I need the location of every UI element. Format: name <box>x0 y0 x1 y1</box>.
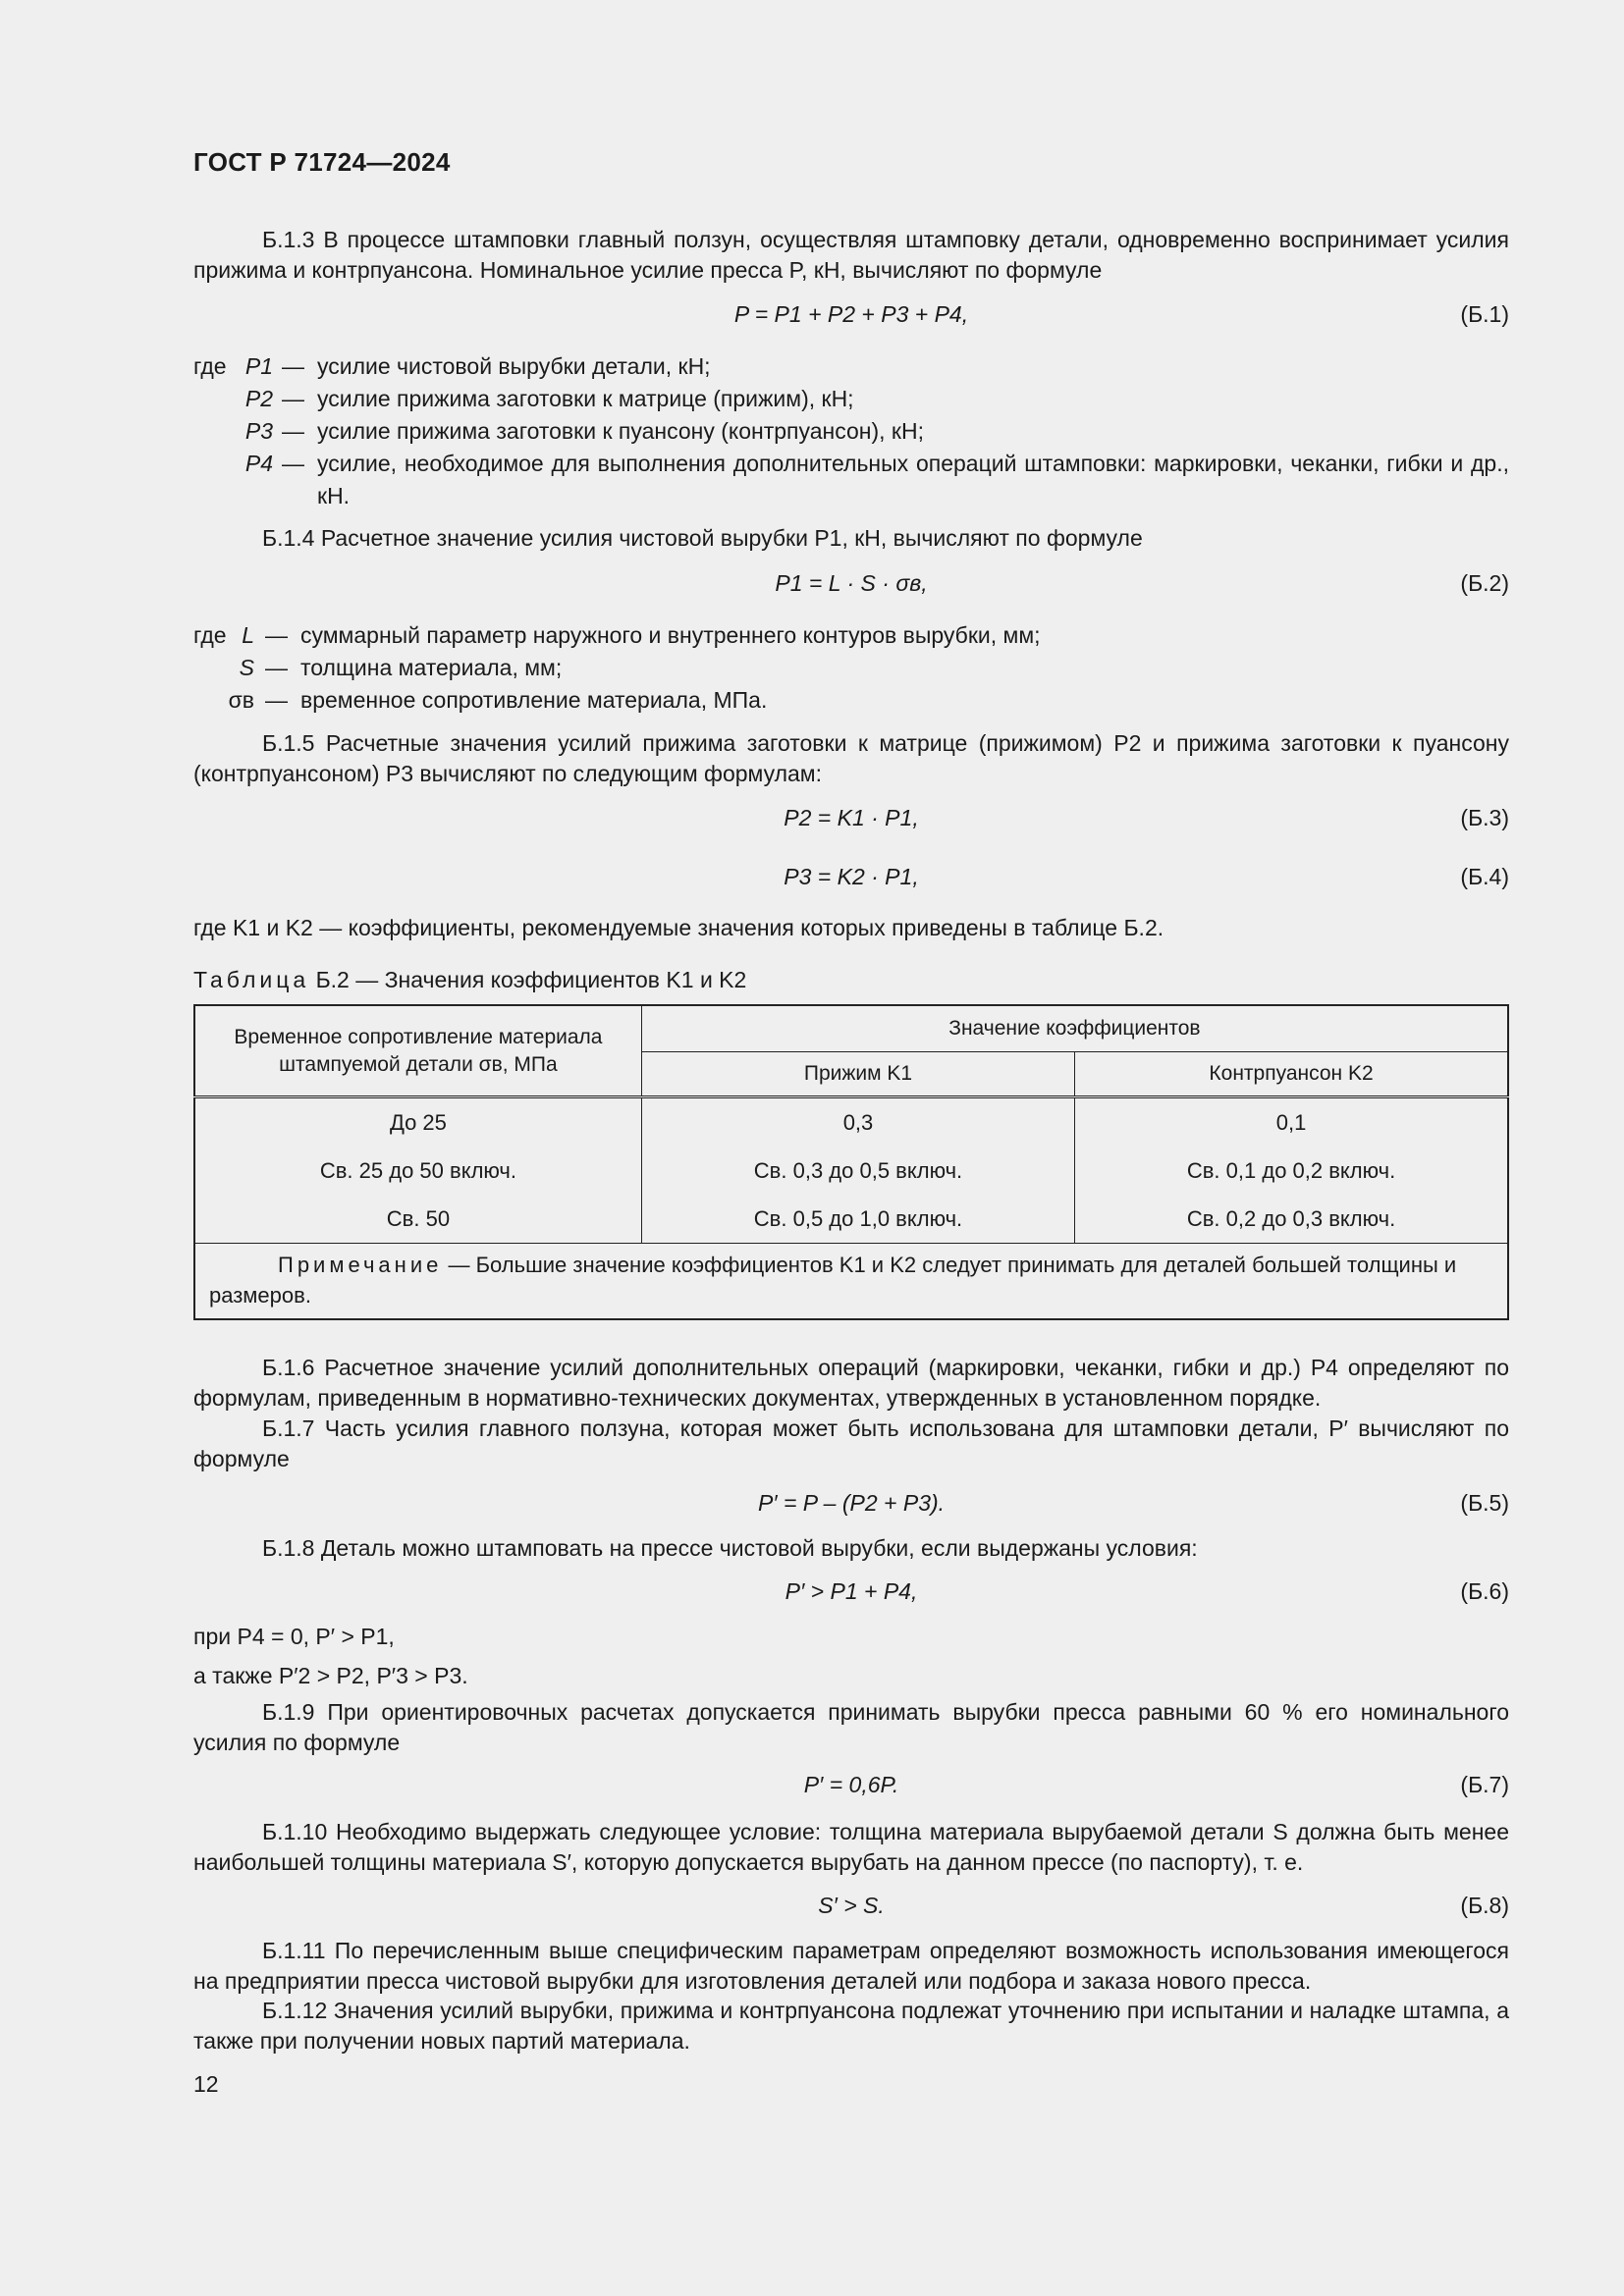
formula-expression: P′ = 0,6P. <box>803 1772 899 1797</box>
table-caption-text: Б.2 — Значения коэффициентов K1 и K2 <box>315 967 747 992</box>
table-cell: Св. 25 до 50 включ. <box>194 1147 641 1195</box>
definition-row <box>193 448 1509 512</box>
paragraph-b15: Б.1.5 Расчетные значения усилий прижима заготовки к матрице (прижимом) P2 и прижима заготовки к пуансону (контрпуансоном) P3 вычисляют по следующим формулам: <box>193 730 1509 786</box>
formula-b5 <box>193 1486 1509 1520</box>
formula-expression: P = P1 + P2 + P3 + P4, <box>733 301 969 327</box>
definition-symbol: P4 <box>244 451 273 476</box>
table-note-word: Примечание <box>278 1253 443 1277</box>
table-row <box>194 1097 1508 1148</box>
paragraph-b14: Б.1.4 Расчетное значение усилия чистовой вырубки P1, кН, вычисляют по формуле <box>262 525 1143 551</box>
table-cell: 0,1 <box>1075 1097 1508 1148</box>
definition-row <box>193 415 1509 448</box>
formula-expression: P′ > P1 + P4, <box>785 1578 918 1604</box>
table-row <box>194 1195 1508 1244</box>
coefficient-definition: где K1 и K2 — коэффициенты, рекомендуемые значения которых приведены в таблице Б.2. <box>193 915 1164 940</box>
formula-number: (Б.6) <box>1460 1578 1509 1604</box>
table-cell: Св. 0,5 до 1,0 включ. <box>641 1195 1074 1244</box>
table-header-group: Значение коэффициентов <box>641 1005 1508 1052</box>
paragraph-b110: Б.1.10 Необходимо выдержать следующее условие: толщина материала вырубаемой детали S должна быть менее наибольшей толщины материала S′, которую допускается вырубать на данном прессе (по паспорту), т. е. <box>193 1819 1509 1875</box>
definition-dash: — <box>282 386 304 411</box>
table-note <box>194 1244 1508 1320</box>
definition-dash: — <box>265 622 288 648</box>
table-header-material: Временное сопротивление материала штампуемой детали σв, МПа <box>194 1005 641 1097</box>
condition-line-1: при P4 = 0, P′ > P1, <box>193 1624 395 1649</box>
definition-text: временное сопротивление материала, МПа. <box>300 687 768 713</box>
definition-lead: где <box>193 353 227 379</box>
table-header-k2: Контрпуансон K2 <box>1075 1052 1508 1097</box>
paragraph-b17: Б.1.7 Часть усилия главного ползуна, которая может быть использована для штамповки детали, P′ вычисляют по формуле <box>193 1415 1509 1471</box>
table-cell: До 25 <box>194 1097 641 1148</box>
formula-expression: S′ > S. <box>818 1893 885 1918</box>
definition-dash: — <box>282 353 304 379</box>
paragraph-b16: Б.1.6 Расчетное значение усилий дополнительных операций (маркировки, чеканки, гибки и др.) P4 определяют по формулам, приведенным в нормативно-технических документах, утвержденных в установленном порядке. <box>193 1355 1509 1411</box>
definition-dash: — <box>282 418 304 444</box>
formula-b3 <box>193 801 1509 834</box>
definition-symbol: σв <box>228 687 254 713</box>
formula-number: (Б.8) <box>1460 1893 1509 1918</box>
formula-number: (Б.2) <box>1460 570 1509 596</box>
definition-text: толщина материала, мм; <box>300 655 563 680</box>
definition-symbol: P1 <box>244 353 273 379</box>
table-cell: 0,3 <box>641 1097 1074 1148</box>
definition-symbol: P3 <box>244 418 273 444</box>
definitions-list-2 <box>193 619 1509 717</box>
definition-row <box>193 684 1509 717</box>
table-note-row <box>194 1244 1508 1320</box>
definition-symbol: S <box>239 655 254 680</box>
definition-symbol: L <box>242 622 254 648</box>
definition-text: усилие прижима заготовки к пуансону (контрпуансон), кН; <box>317 418 924 444</box>
condition-line-2: а также P′2 > P2, P′3 > P3. <box>193 1663 468 1688</box>
formula-number: (Б.1) <box>1460 301 1509 327</box>
paragraph-b112: Б.1.12 Значения усилий вырубки, прижима и контрпуансона подлежат уточнению при испытании и наладке штампа, а также при получении новых партий материала. <box>193 1998 1509 2054</box>
formula-b2 <box>193 566 1509 600</box>
table-caption-word: Таблица <box>193 967 310 992</box>
table-cell: Св. 0,3 до 0,5 включ. <box>641 1147 1074 1195</box>
paragraph-b111: Б.1.11 По перечисленным выше специфическим параметрам определяют возможность использования имеющегося на предприятии пресса чистовой вырубки для изготовления деталей или подбора и заказа нового пресса. <box>193 1938 1509 1994</box>
definition-lead: где <box>193 622 227 648</box>
document-header: ГОСТ Р 71724—2024 <box>193 147 451 177</box>
formula-expression: P2 = K1 · P1, <box>784 805 919 830</box>
paragraph-b19: Б.1.9 При ориентировочных расчетах допускается принимать вырубки пресса равными 60 % его номинального усилия по формуле <box>193 1699 1509 1755</box>
formula-expression: P′ = P – (P2 + P3). <box>757 1490 946 1516</box>
formula-expression: P3 = K2 · P1, <box>784 864 919 889</box>
definition-row <box>193 383 1509 415</box>
definition-text: усилие прижима заготовки к матрице (прижим), кН; <box>317 386 854 411</box>
definition-row <box>193 350 1509 383</box>
page-number: 12 <box>193 2071 219 2097</box>
definition-dash: — <box>265 655 288 680</box>
table-row <box>194 1147 1508 1195</box>
formula-number: (Б.5) <box>1460 1490 1509 1516</box>
definition-symbol: P2 <box>244 386 273 411</box>
table-cell: Св. 0,1 до 0,2 включ. <box>1075 1147 1508 1195</box>
definitions-list-1 <box>193 350 1509 512</box>
paragraph-b18: Б.1.8 Деталь можно штамповать на прессе чистовой вырубки, если выдержаны условия: <box>262 1535 1198 1561</box>
formula-b6 <box>193 1575 1509 1608</box>
table-caption <box>193 965 746 995</box>
definition-dash: — <box>282 451 304 476</box>
definition-row <box>193 619 1509 652</box>
formula-b8 <box>193 1889 1509 1922</box>
table-cell: Св. 50 <box>194 1195 641 1244</box>
formula-number: (Б.7) <box>1460 1772 1509 1797</box>
definition-text: усилие чистовой вырубки детали, кН; <box>317 353 711 379</box>
table-header-k1: Прижим K1 <box>641 1052 1074 1097</box>
formula-number: (Б.3) <box>1460 805 1509 830</box>
formula-b4 <box>193 860 1509 893</box>
formula-b7 <box>193 1768 1509 1801</box>
paragraph-b13: Б.1.3 В процессе штамповки главный ползун, осуществляя штамповку детали, одновременно воспринимает усилия прижима и контрпуансона. Номинальное усилие пресса P, кН, вычисляют по формуле <box>193 227 1509 283</box>
table-note-text: — Большие значение коэффициентов K1 и K2 следует принимать для деталей большей толщины и размеров. <box>209 1253 1457 1308</box>
definition-row <box>193 652 1509 684</box>
definition-text: усилие, необходимое для выполнения дополнительных операций штамповки: маркировки, чеканки, гибки и др., кН. <box>317 451 1509 508</box>
formula-expression: P1 = L · S · σв, <box>775 570 928 596</box>
coefficients-table <box>193 1004 1509 1320</box>
definition-text: суммарный параметр наружного и внутреннего контуров вырубки, мм; <box>300 622 1041 648</box>
definition-dash: — <box>265 687 288 713</box>
table-header-row <box>194 1005 1508 1052</box>
table-cell: Св. 0,2 до 0,3 включ. <box>1075 1195 1508 1244</box>
formula-number: (Б.4) <box>1460 864 1509 889</box>
formula-b1 <box>193 297 1509 331</box>
